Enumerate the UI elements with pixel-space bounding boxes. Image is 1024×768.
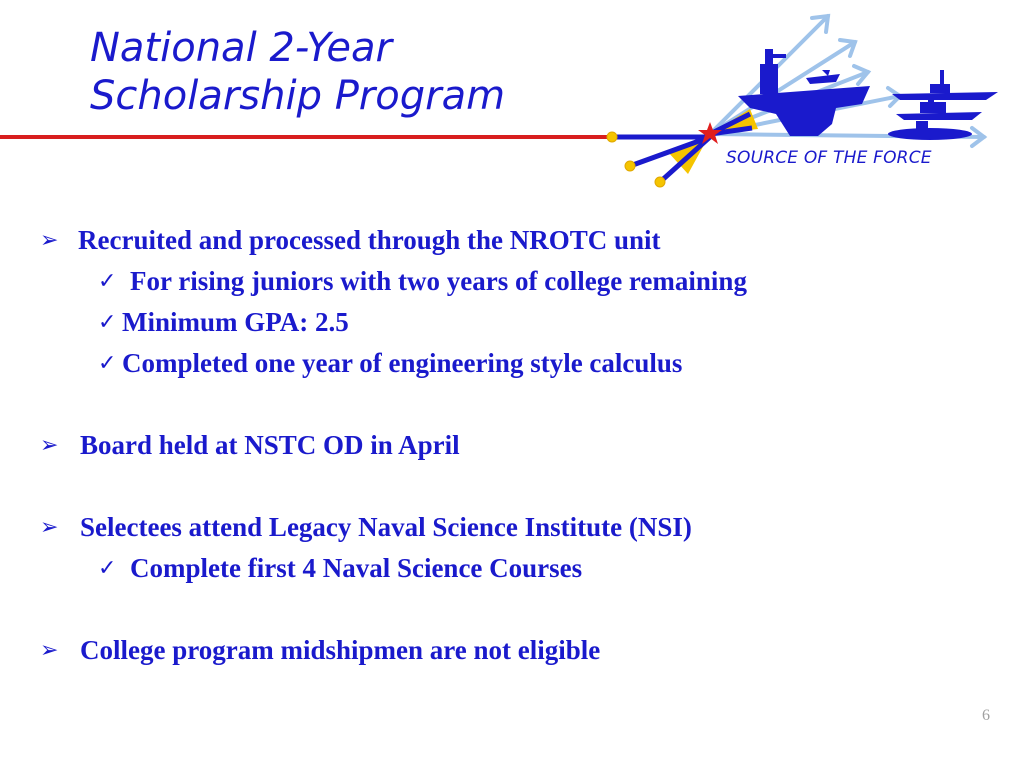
bullet-list — [40, 220, 984, 671]
checkmark-icon: ✓ — [98, 310, 117, 335]
title-rule — [0, 135, 612, 139]
bullet-item — [40, 630, 984, 671]
spacer — [40, 589, 984, 630]
checkmark-icon: ✓ — [98, 556, 117, 581]
spacer — [40, 466, 984, 507]
bullet-text: Minimum GPA: 2.5 — [122, 307, 349, 337]
destroyer-icon — [892, 70, 998, 100]
slide-title — [90, 24, 505, 120]
sub-bullet-item — [40, 302, 984, 343]
arrow-bullet-icon: ➢ — [40, 515, 59, 540]
sub-bullet-item — [40, 343, 984, 384]
submarine-icon — [888, 121, 972, 140]
bullet-text: Completed one year of engineering style calculus — [122, 348, 683, 378]
arrow-bullet-icon: ➢ — [40, 228, 59, 253]
page-number: 6 — [982, 707, 990, 724]
arrow-bullet-icon: ➢ — [40, 433, 59, 458]
sub-bullet-item — [40, 261, 984, 302]
title-line-1: National 2-Year — [90, 25, 392, 71]
sub-bullet-item — [40, 548, 984, 589]
bullet-text: For rising juniors with two years of college remaining — [130, 266, 747, 296]
source-of-the-force-logo — [600, 4, 1024, 200]
bullet-text: Board held at NSTC OD in April — [80, 430, 460, 460]
bullet-text: Recruited and processed through the NROTC unit — [78, 225, 661, 255]
logo-tagline: SOURCE OF THE FORCE — [726, 148, 932, 168]
bullet-item — [40, 425, 984, 466]
checkmark-icon: ✓ — [98, 269, 117, 294]
arrow-bullet-icon: ➢ — [40, 638, 59, 663]
bullet-text: College program midshipmen are not eligible — [80, 635, 601, 665]
checkmark-icon: ✓ — [98, 351, 117, 376]
bullet-item — [40, 220, 984, 261]
title-line-2: Scholarship Program — [90, 73, 506, 119]
bullet-item — [40, 507, 984, 548]
gold-dots — [607, 132, 665, 187]
bullet-text: Complete first 4 Naval Science Courses — [130, 553, 583, 583]
spacer — [40, 384, 984, 425]
bullet-text: Selectees attend Legacy Naval Science Institute (NSI) — [80, 512, 692, 542]
